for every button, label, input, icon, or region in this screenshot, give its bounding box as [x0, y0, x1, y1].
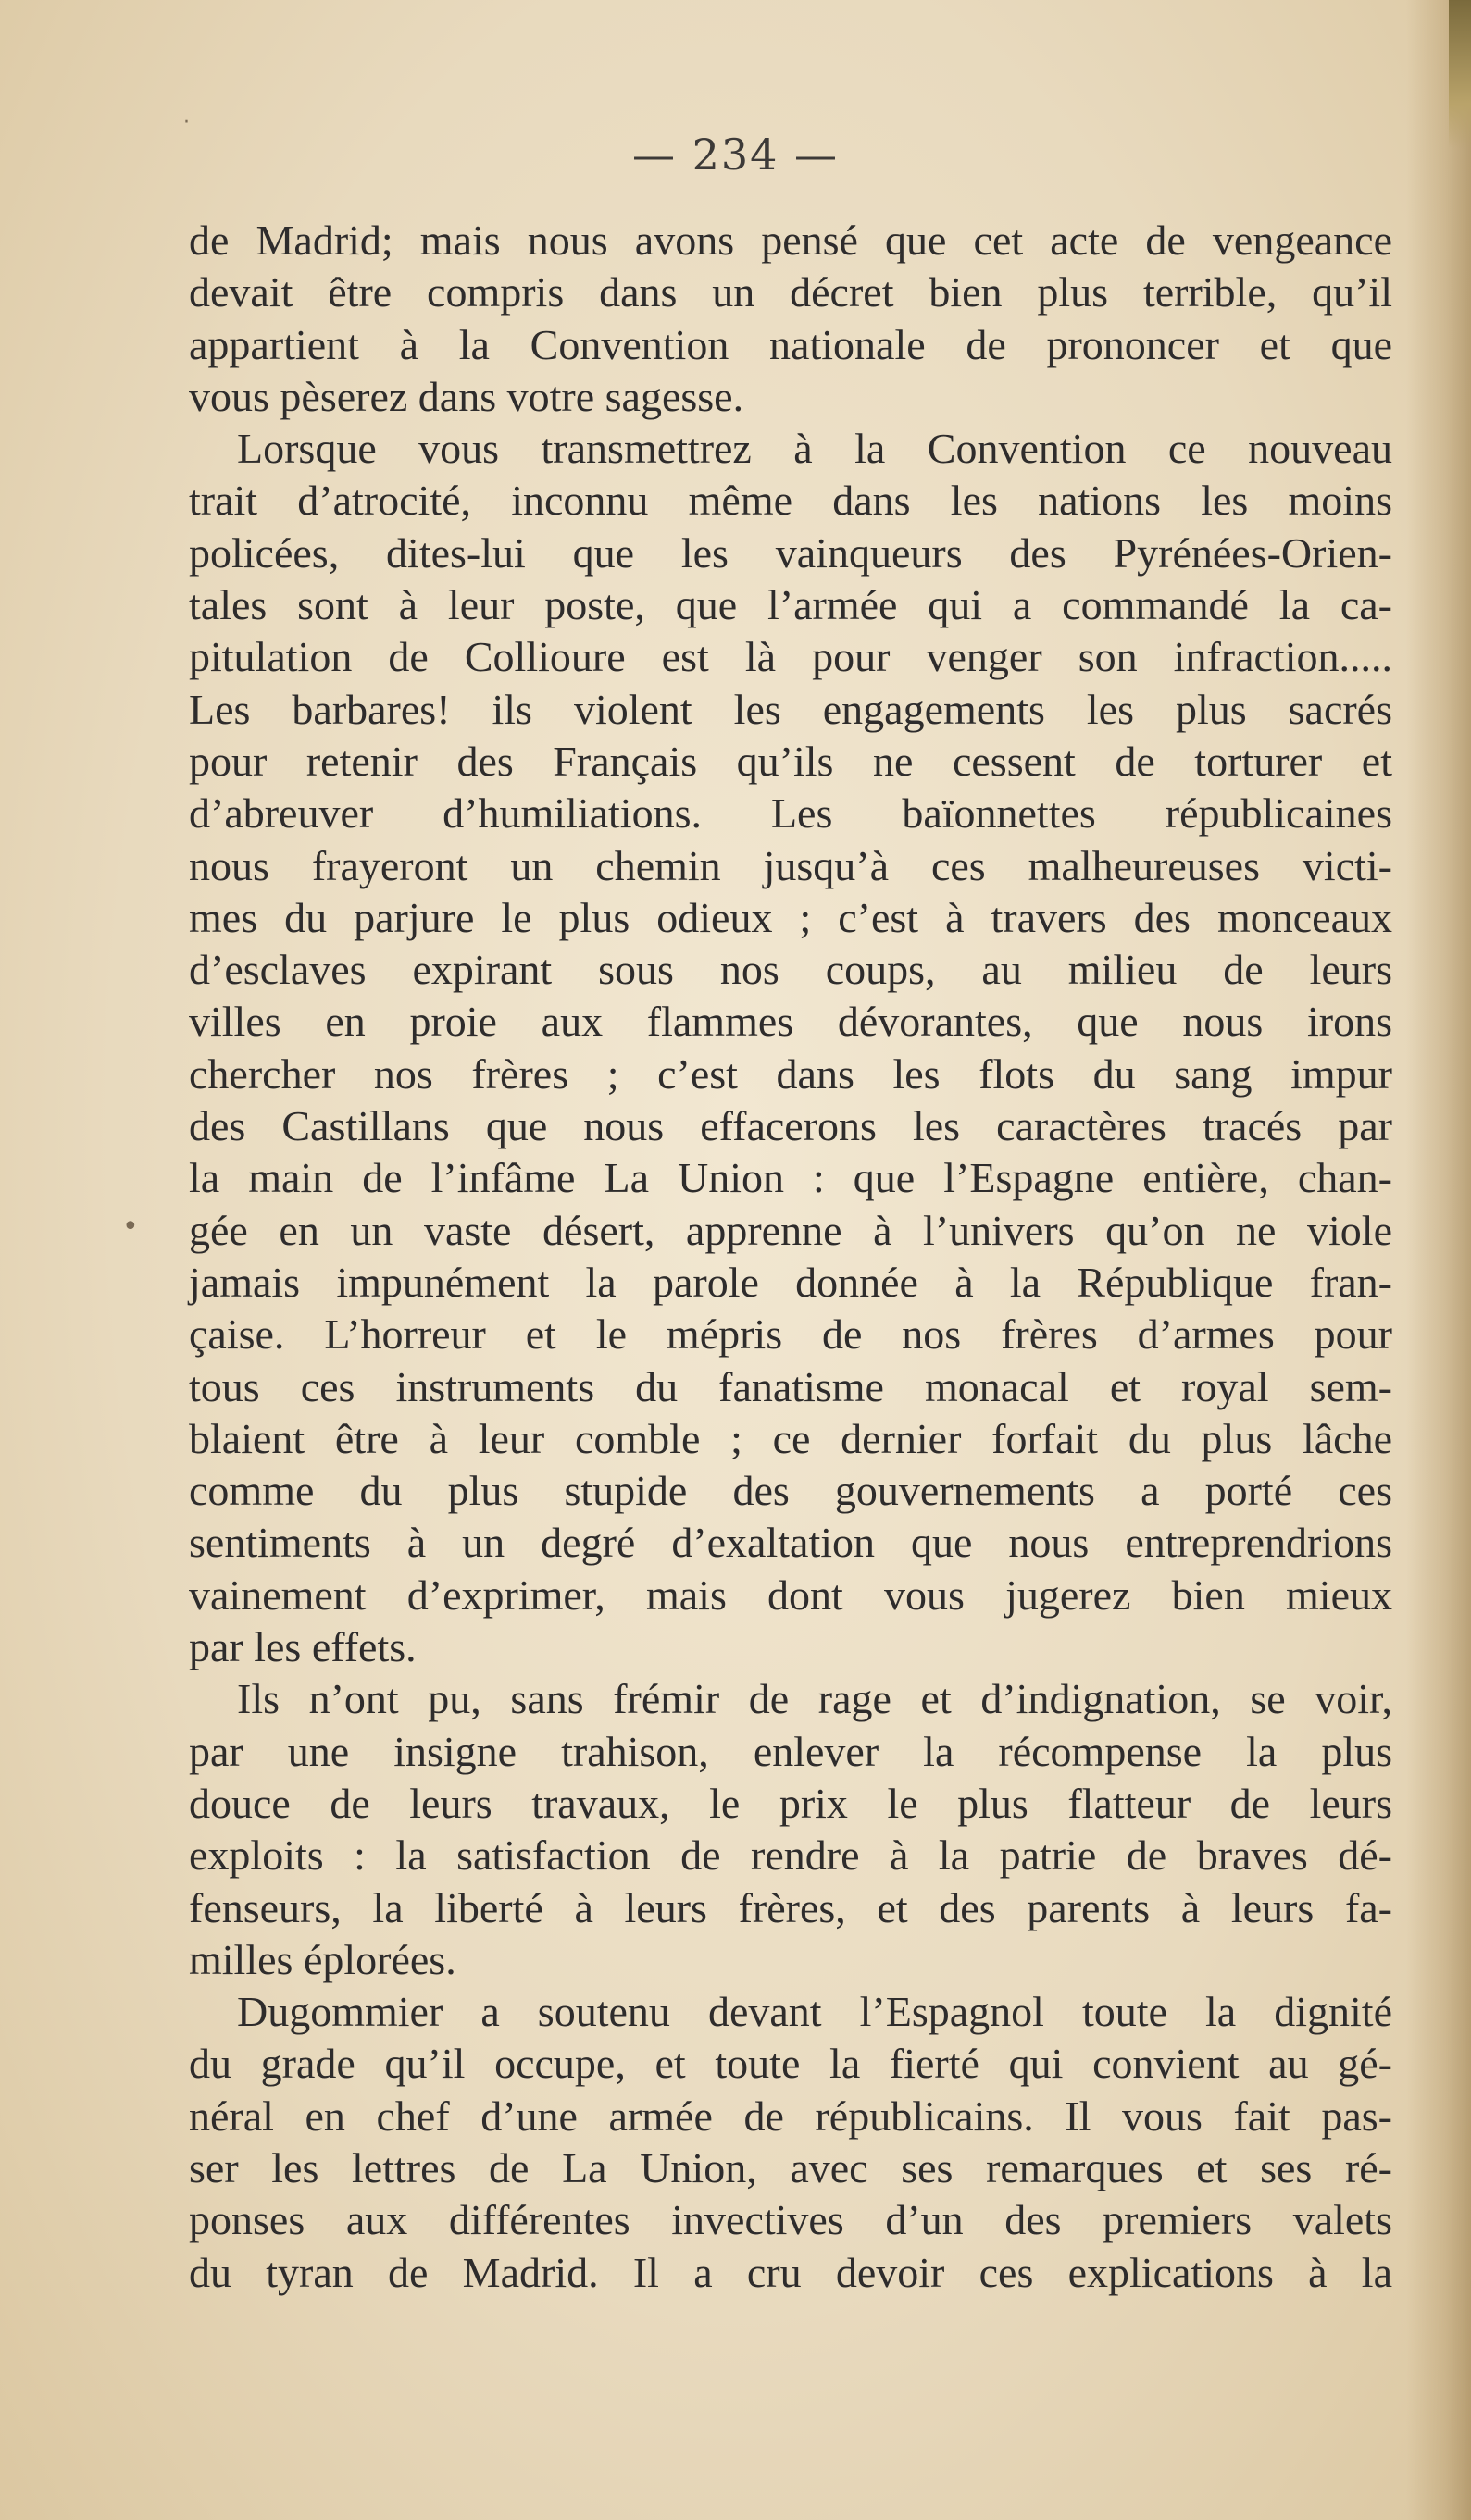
- text-line: Ils n’ont pu, sans frémir de rage et d’indignation, se voir,: [237, 1675, 1392, 1723]
- text-line: exploits : la satisfaction de rendre à la patrie de braves dé-: [189, 1831, 1392, 1880]
- text-line: ser les lettres de La Union, avec ses remarques et ses ré-: [189, 2143, 1392, 2191]
- text-line: douce de leurs travaux, le prix le plus flatteur de leurs: [189, 1779, 1392, 1827]
- text-line: villes en proie aux flammes dévorantes, que nous irons: [189, 998, 1392, 1046]
- text-line: chercher nos frères ; c’est dans les flots du sang impur: [189, 1049, 1392, 1098]
- text-line: du grade qu’il occupe, et toute la fierté qui convient au gé-: [189, 2040, 1392, 2088]
- text-line: la main de l’infâme La Union : que l’Espagne entière, chan-: [189, 1154, 1392, 1202]
- text-line: sentiments à un degré d’exaltation que nous entreprendrions: [189, 1519, 1392, 1567]
- text-line: comme du plus stupide des gouvernements a porté ces: [189, 1467, 1392, 1515]
- text-line: Dugommier a soutenu devant l’Espagnol toute la dignité: [237, 1988, 1392, 2036]
- text-line: d’esclaves expirant sous nos coups, au milieu de leurs: [189, 946, 1392, 994]
- text-line: çaise. L’horreur et le mépris de nos frères d’armes pour: [189, 1310, 1392, 1359]
- text-line: trait d’atrocité, inconnu même dans les nations les moins: [189, 477, 1392, 525]
- text-line: pitulation de Collioure est là pour venger son infraction.....: [189, 633, 1392, 681]
- text-line: fenseurs, la liberté à leurs frères, et des parents à leurs fa-: [189, 1883, 1392, 1931]
- text-line: gée en un vaste désert, apprenne à l’univers qu’on ne viole: [189, 1206, 1392, 1254]
- page-edge-shadow: [1406, 0, 1471, 2520]
- text-line: Lorsque vous transmettrez à la Convention ce nouveau: [237, 425, 1392, 473]
- text-line: par les effets.: [189, 1623, 417, 1671]
- page-stain: [1449, 0, 1471, 148]
- text-line: policées, dites-lui que les vainqueurs des Pyrénées-Orien-: [189, 528, 1392, 577]
- text-line: devait être compris dans un décret bien plus terrible, qu’il: [189, 268, 1392, 317]
- text-line: de Madrid; mais nous avons pensé que cet acte de vengeance: [189, 217, 1392, 264]
- text-line: vous pèserez dans votre sagesse.: [189, 372, 744, 420]
- text-line: pour retenir des Français qu’ils ne cessent de torturer et: [189, 737, 1392, 785]
- paper-speck: ·: [183, 111, 190, 134]
- text-line: jamais impunément la parole donnée à la République fran-: [189, 1258, 1392, 1306]
- body-text: [189, 215, 1392, 2299]
- text-line: appartient à la Convention nationale de prononcer et que: [189, 320, 1392, 368]
- text-line: vainement d’exprimer, mais dont vous jugerez bien mieux: [189, 1570, 1392, 1619]
- text-line: milles éplorées.: [189, 1935, 456, 1983]
- text-line: mes du parjure le plus odieux ; c’est à travers des monceaux: [189, 893, 1392, 941]
- text-line: nous frayeront un chemin jusqu’à ces malheureuses victi-: [189, 841, 1392, 889]
- paper-speck: •: [122, 1210, 139, 1243]
- text-line: tales sont à leur poste, que l’armée qui a commandé la ca-: [189, 581, 1392, 629]
- page-number: — 234 —: [631, 130, 840, 180]
- text-line: d’abreuver d’humiliations. Les baïonnettes républicaines: [189, 789, 1392, 838]
- text-line: par une insigne trahison, enlever la récompense la plus: [189, 1727, 1392, 1775]
- text-line: néral en chef d’une armée de républicains. Il vous fait pas-: [189, 2092, 1392, 2140]
- text-line: blaient être à leur comble ; ce dernier forfait du plus lâche: [189, 1414, 1392, 1462]
- text-line: Les barbares! ils violent les engagements les plus sacrés: [189, 685, 1392, 733]
- text-line: ponses aux différentes invectives d’un des premiers valets: [189, 2196, 1392, 2244]
- text-line: du tyran de Madrid. Il a cru devoir ces explications à la: [189, 2248, 1392, 2296]
- text-line: des Castillans que nous effacerons les caractères tracés par: [189, 1102, 1392, 1150]
- text-line: tous ces instruments du fanatisme monacal et royal sem-: [189, 1362, 1392, 1410]
